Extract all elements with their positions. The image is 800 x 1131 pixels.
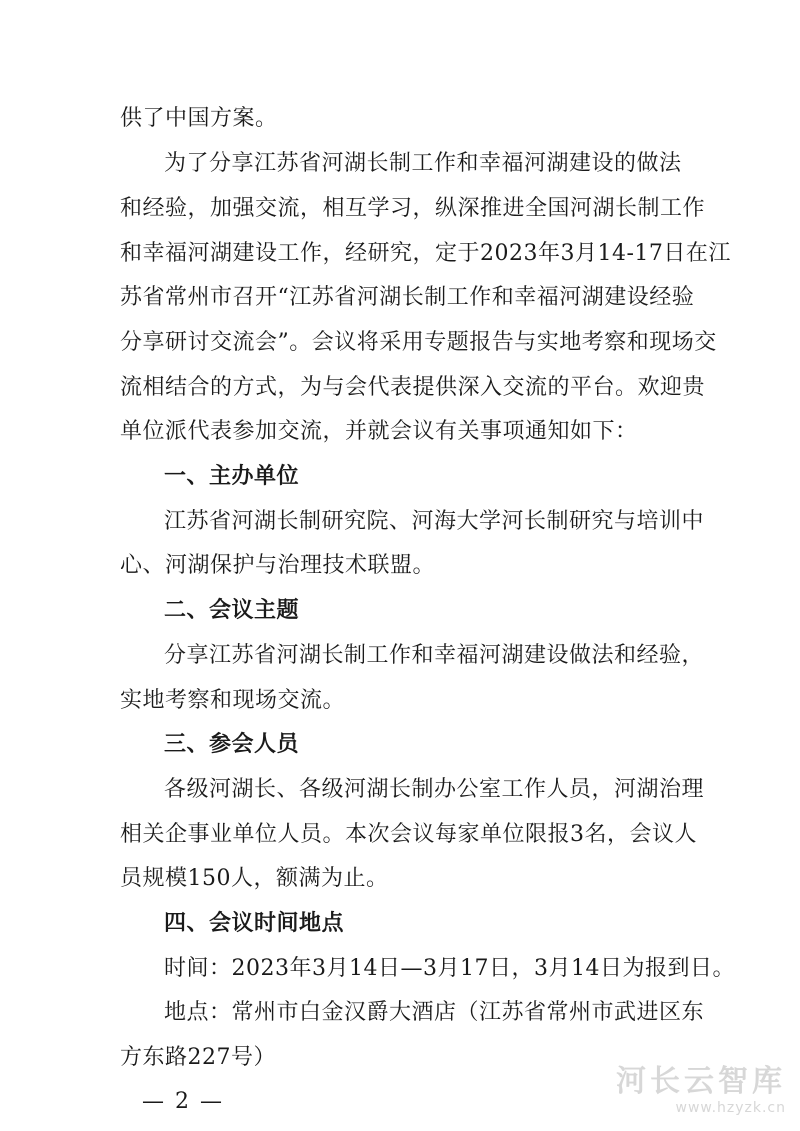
section-heading-attendees: 三、参会人员 (164, 732, 300, 757)
body-text-line: 和幸福河湖建设工作，经研究，定于2023年3月14-17日在江 (120, 241, 731, 266)
meeting-time-line: 时间：2023年3月14日—3月17日，3月14日为报到日。 (164, 956, 735, 981)
body-text-line: 分享江苏省河湖长制工作和幸福河湖建设做法和经验， (164, 643, 705, 668)
body-text-line: 为了分享江苏省河湖长制工作和幸福河湖建设的做法 (164, 151, 682, 176)
body-text-line: 供了中国方案。 (120, 106, 278, 131)
section-heading-organizers: 一、主办单位 (164, 464, 300, 489)
body-text-line: 分享研讨交流会”。会议将采用专题报告与实地考察和现场交 (120, 330, 717, 355)
page-number: — 2 — (142, 1089, 224, 1114)
body-text-line: 心、河湖保护与治理技术联盟。 (120, 553, 436, 578)
section-heading-time-place: 四、会议时间地点 (164, 911, 345, 936)
body-text-line: 各级河湖长、各级河湖长制办公室工作人员，河湖治理 (164, 777, 705, 802)
meeting-place-line: 地点：常州市白金汉爵大酒店（江苏省常州市武进区东 (164, 1000, 705, 1025)
watermark-title: 河长云智库 (616, 1064, 786, 1099)
body-text-line: 单位派代表参加交流，并就会议有关事项通知如下： (120, 419, 638, 444)
body-text-line: 员规模150人，额满为止。 (120, 866, 389, 891)
body-text-line: 苏省常州市召开“江苏省河湖长制工作和幸福河湖建设经验 (120, 285, 695, 310)
body-text-line: 相关企事业单位人员。本次会议每家单位限报3名，会议人 (120, 822, 697, 847)
section-heading-theme: 二、会议主题 (164, 598, 300, 623)
site-watermark (616, 1065, 786, 1117)
body-text-line: 实地考察和现场交流。 (120, 688, 346, 713)
body-text-line: 方东路227号） (120, 1045, 276, 1070)
body-text-line: 和经验，加强交流，相互学习，纵深推进全国河湖长制工作 (120, 196, 706, 221)
watermark-url: www.hzyzk.cn (675, 1100, 786, 1116)
body-text-line: 流相结合的方式，为与会代表提供深入交流的平台。欢迎贵 (120, 375, 706, 400)
body-text-line: 江苏省河湖长制研究院、河海大学河长制研究与培训中 (164, 509, 705, 534)
